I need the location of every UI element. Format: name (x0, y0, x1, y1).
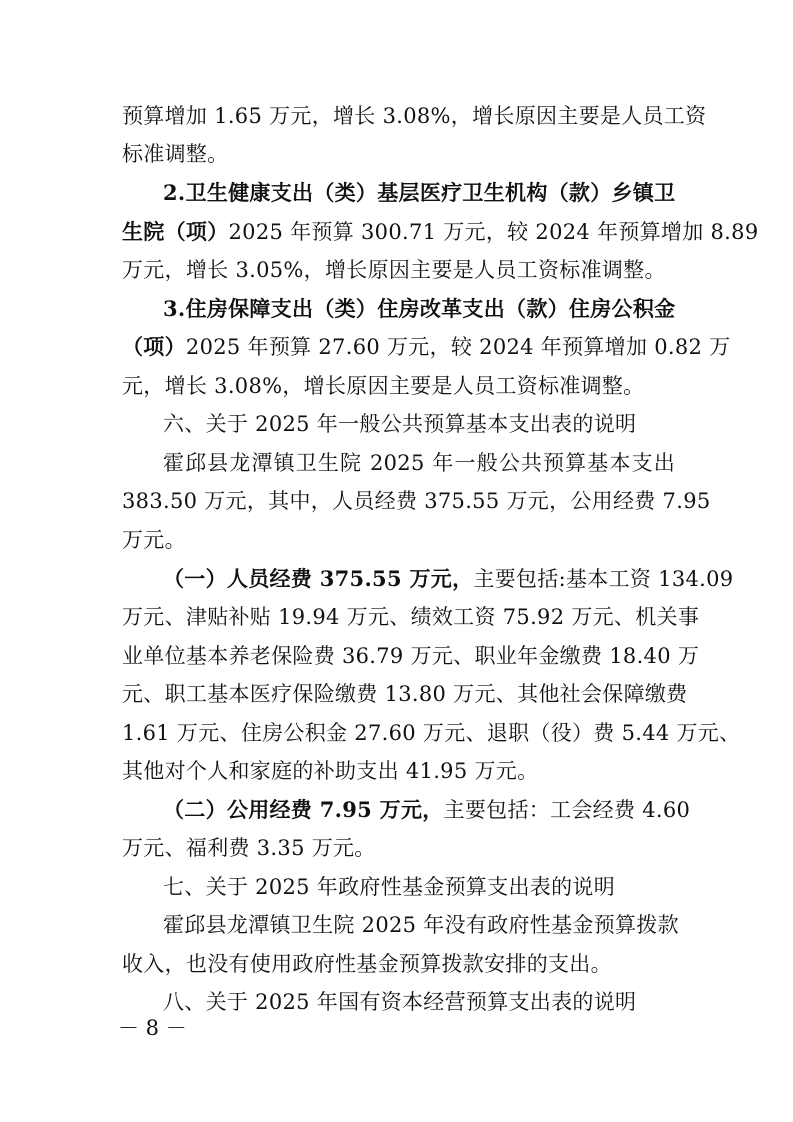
text-run: 标准调整。 (122, 142, 229, 166)
paragraph-line (122, 830, 675, 866)
text-run-bold: 2.卫生健康支出（类）基层医疗卫生机构（款）乡镇卫 (163, 180, 676, 205)
text-run-bold: （项） (122, 334, 186, 359)
text-run-bold: （一）人员经费 375.55 万元， (163, 566, 474, 591)
paragraph-line (122, 214, 759, 250)
text-run-bold: （二）公用经费 7.95 万元， (163, 797, 444, 822)
text-run-bold: 3.住房保障支出（类）住房改革支出（款）住房公积金 (163, 296, 676, 321)
paragraph-line (163, 291, 675, 327)
text-run: 预算增加 1.65 万元，增长 3.08%，增长原因主要是人员工资 (122, 104, 707, 128)
text-run: 主要包括:基本工资 134.09 (473, 567, 734, 591)
text-run-bold: 生院（项） (122, 219, 229, 244)
text-run: 八、关于 2025 年国有资本经营预算支出表的说明 (163, 990, 637, 1014)
paragraph-line (122, 715, 741, 751)
page-number: － 8 － (118, 1016, 187, 1040)
text-run: 六、关于 2025 年一般公共预算基本支出表的说明 (163, 412, 637, 436)
paragraph-line (122, 522, 675, 558)
text-run: 2025 年预算 27.60 万元，较 2024 年预算增加 0.82 万 (185, 335, 731, 359)
text-run: 七、关于 2025 年政府性基金预算支出表的说明 (163, 875, 615, 899)
text-run: 收入，也没有使用政府性基金预算拨款安排的支出。 (122, 952, 612, 976)
text-run: 霍邱县龙潭镇卫生院 2025 年一般公共预算基本支出 (163, 451, 675, 475)
paragraph-line (122, 676, 688, 712)
text-run: 万元。 (122, 528, 186, 552)
paragraph-line (122, 599, 700, 635)
paragraph-line (163, 907, 679, 943)
paragraph-line (122, 329, 731, 365)
text-run: 383.50 万元，其中，人员经费 375.55 万元，公用经费 7.95 (122, 489, 711, 513)
paragraph-line (122, 753, 675, 789)
text-run: 万元，增长 3.05%，增长原因主要是人员工资标准调整。 (122, 258, 666, 282)
paragraph-line (163, 175, 675, 211)
text-run: 2025 年预算 300.71 万元，较 2024 年预算增加 8.89 (228, 220, 759, 244)
text-run: 元，增长 3.08%，增长原因主要是人员工资标准调整。 (122, 374, 645, 398)
section-heading (163, 984, 675, 1020)
text-run: 业单位基本养老保险费 36.79 万元、职业年金缴费 18.40 万 (122, 644, 700, 668)
text-run: 霍邱县龙潭镇卫生院 2025 年没有政府性基金预算拨款 (163, 913, 679, 937)
text-run: 1.61 万元、住房公积金 27.60 万元、退职（役）费 5.44 万元、 (122, 721, 741, 745)
paragraph-line (163, 445, 675, 481)
paragraph-line (163, 792, 691, 828)
paragraph-line (122, 638, 700, 674)
section-heading (163, 406, 675, 442)
paragraph-line (122, 483, 711, 519)
paragraph-line (122, 946, 675, 982)
paragraph-line (122, 368, 675, 404)
text-run: 万元、津贴补贴 19.94 万元、绩效工资 75.92 万元、机关事 (122, 605, 700, 629)
paragraph-line (122, 136, 675, 172)
text-run: 主要包括：工会经费 4.60 (443, 798, 691, 822)
text-run: 其他对个人和家庭的补助支出 41.95 万元。 (122, 759, 539, 783)
paragraph-line (122, 252, 675, 288)
text-run: 万元、福利费 3.35 万元。 (122, 836, 376, 860)
paragraph-line (122, 98, 707, 134)
paragraph-line (163, 561, 734, 597)
text-run: 元、职工基本医疗保险缴费 13.80 万元、其他社会保障缴费 (122, 682, 688, 706)
section-heading (163, 869, 675, 905)
